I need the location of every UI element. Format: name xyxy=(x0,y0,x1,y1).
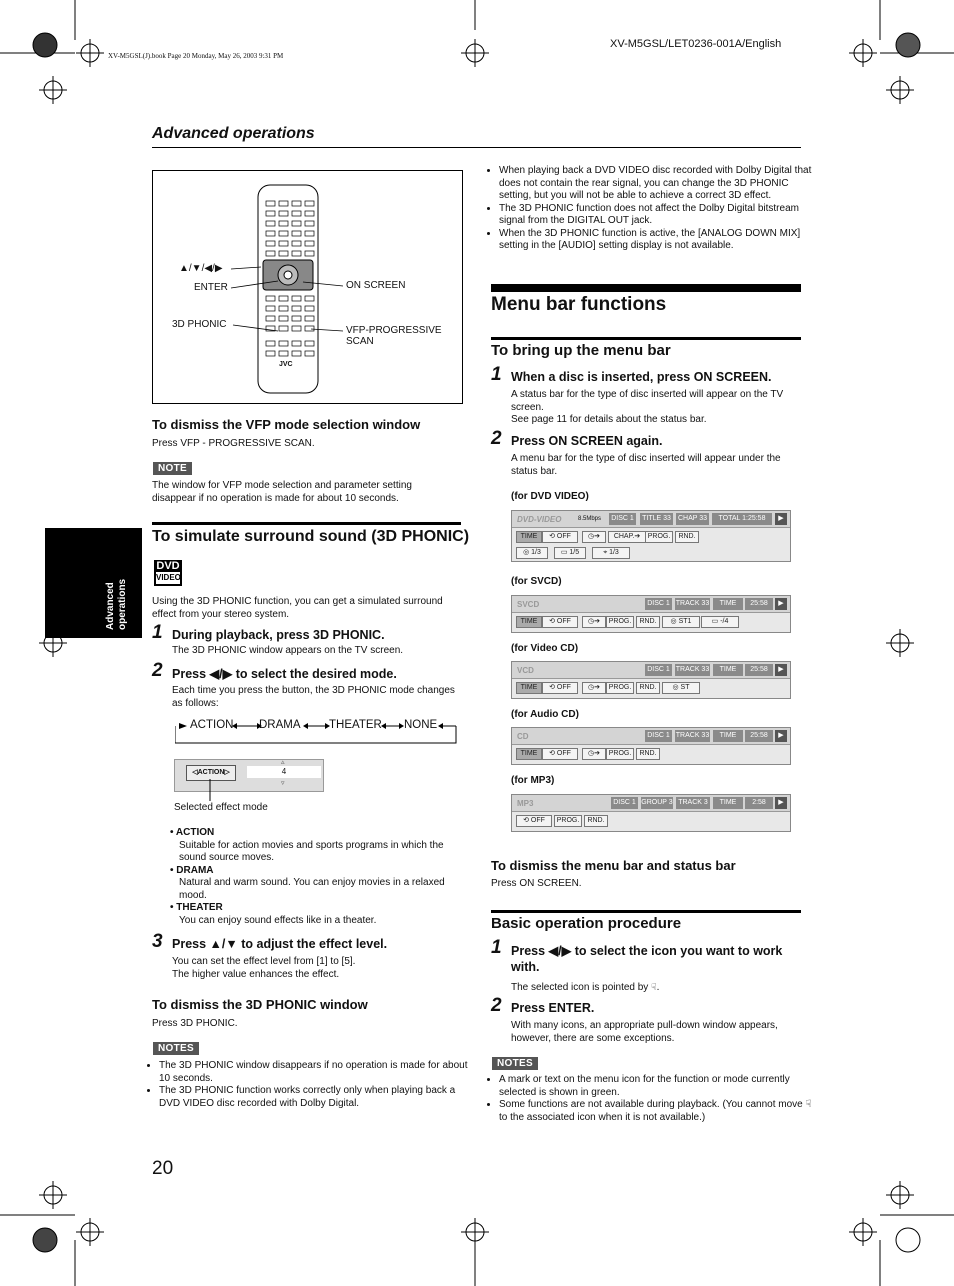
pointer-hand-icon: ☟ xyxy=(651,982,657,992)
status-track: TRACK 33 xyxy=(675,598,710,610)
status-time-value: 2:58 xyxy=(745,797,773,809)
phonic-mode-button: ◁ACTION▷ xyxy=(186,765,236,781)
menu-repeat[interactable]: ⟲ OFF xyxy=(542,682,578,694)
phonic-level-value: 4 xyxy=(247,766,321,778)
r-step-1-desc-1: A status bar for the type of disc inserted will appear on the TV screen. xyxy=(511,389,784,413)
menu-bar-title: Menu bar functions xyxy=(491,294,667,315)
status-time-label: TIME xyxy=(713,598,743,610)
r-step-1-text: When a disc is inserted, press ON SCREEN. xyxy=(511,370,772,384)
menu-subtitle[interactable]: ▭ 1/5 xyxy=(554,547,586,559)
status-time-label: TIME xyxy=(713,797,743,809)
mode-drama: • DRAMA Natural and warm sound. You can enjoy movies in a relaxed mood. xyxy=(170,864,445,901)
menu-time[interactable]: TIME xyxy=(516,616,542,628)
cycle-mode-action: ACTION xyxy=(190,719,234,731)
disc-logo: CD xyxy=(517,732,529,741)
cycle-mode-drama: DRAMA xyxy=(259,719,301,731)
dismiss-menu-title: To dismiss the menu bar and status bar xyxy=(491,858,736,873)
on-screen-label: ON SCREEN xyxy=(346,280,406,291)
notes-badge-left: NOTES xyxy=(153,1042,199,1055)
menu-time-search[interactable]: ◷➔ xyxy=(582,616,606,628)
surround-intro: Using the 3D PHONIC function, you can get a simulated surround effect from your stereo system. xyxy=(152,596,443,620)
menu-time[interactable]: TIME xyxy=(516,682,542,694)
r-step-2-number: 2 xyxy=(491,428,502,449)
menu-repeat[interactable]: ⟲ OFF xyxy=(516,815,552,827)
menu-program[interactable]: PROG. xyxy=(606,616,634,628)
disc-logo: MP3 xyxy=(517,799,534,808)
menu-time-search[interactable]: ◷➔ xyxy=(582,748,606,760)
dismiss-menu-text: Press ON SCREEN. xyxy=(491,878,582,889)
menu-time-search[interactable]: ◷➔ xyxy=(582,682,606,694)
b-step-1-number: 1 xyxy=(491,937,502,958)
status-disc: DISC 1 xyxy=(609,513,636,525)
note-badge: NOTE xyxy=(153,462,192,475)
menu-repeat[interactable]: ⟲ OFF xyxy=(542,616,578,628)
status-track: TRACK 33 xyxy=(675,730,710,742)
model-number: XV-M5GSL/LET0236-001A/English xyxy=(610,38,782,50)
status-total: TOTAL 1:25:58 xyxy=(712,513,772,525)
basic-title-bar xyxy=(491,910,801,913)
surround-title-bar xyxy=(152,522,461,525)
vcd-menu-bar xyxy=(511,661,791,699)
file-info: XV-M5GSL(J).book Page 20 Monday, May 26, 2003 9:31 PM xyxy=(108,52,284,60)
phonic-mode-value: ACTION xyxy=(197,769,225,776)
bitrate: 8.5Mbps xyxy=(578,516,602,522)
b-step-1-desc: The selected icon is pointed by ☟. xyxy=(511,982,660,993)
svg-text:Advanced: Advanced xyxy=(105,582,116,630)
svg-text:operations: operations xyxy=(117,578,128,630)
selected-effect-caption: Selected effect mode xyxy=(174,802,268,813)
status-disc: DISC 1 xyxy=(611,797,638,809)
pointer-hand-icon: ☟ xyxy=(805,1099,812,1110)
r-step-2-desc: A menu bar for the type of disc inserted will appear under the status bar. xyxy=(511,453,781,477)
disc-logo: SVCD xyxy=(517,600,540,609)
remote-figure xyxy=(152,170,463,404)
mode-cycle-diagram xyxy=(175,718,457,744)
note-item: • A mark or text on the menu icon for the function or mode currently selected is shown in green. xyxy=(499,1074,815,1099)
note-item: • Some functions are not available during playback. (You cannot move ☟ to the associated icon when it is not available.) xyxy=(499,1099,815,1124)
step-1-text: During playback, press 3D PHONIC. xyxy=(172,628,385,642)
mode-action: • ACTION Suitable for action movies and sports programs in which the sound source moves. xyxy=(170,827,444,863)
section-title: Advanced operations xyxy=(152,125,315,142)
status-time-label: TIME xyxy=(713,664,743,676)
status-time-value: 25:58 xyxy=(745,598,773,610)
menu-repeat[interactable]: ⟲ OFF xyxy=(542,748,578,760)
svcd-menu-bar xyxy=(511,595,791,633)
b-step-2-text: Press ENTER. xyxy=(511,1001,595,1015)
dvd-video-badge xyxy=(154,560,182,586)
caption-leader-line xyxy=(205,779,215,803)
vfp-dismiss-text: Press VFP - PROGRESSIVE SCAN. xyxy=(152,438,315,449)
screen-label-mp3: (for MP3) xyxy=(511,775,555,786)
menu-subtitle[interactable]: ▭ -/4 xyxy=(701,616,739,628)
modes-list xyxy=(170,827,462,927)
status-disc: DISC 1 xyxy=(645,730,672,742)
menu-bar-title-bar xyxy=(491,284,801,292)
cycle-mode-none: NONE xyxy=(404,719,438,731)
menu-program[interactable]: PROG. xyxy=(606,748,634,760)
top-bullets xyxy=(485,165,815,253)
b-step-2-number: 2 xyxy=(491,995,502,1016)
menu-angle[interactable]: ⌖ 1/3 xyxy=(592,547,630,559)
bullet-item: • The 3D PHONIC function does not affect the Dolby Digital bitstream signal from the DIGITAL OUT jack. xyxy=(499,203,815,228)
menu-time[interactable]: TIME xyxy=(516,531,542,543)
bring-up-title-bar xyxy=(491,337,801,340)
notes-list-left xyxy=(145,1060,475,1110)
phonic-window xyxy=(174,759,324,792)
enter-label: ENTER xyxy=(194,282,228,293)
step-1-desc: The 3D PHONIC window appears on the TV screen. xyxy=(172,645,404,656)
r-step-1-number: 1 xyxy=(491,364,502,385)
vfp-label-1: VFP-PROGRESSIVE xyxy=(346,325,442,336)
side-tab-label xyxy=(45,528,142,638)
note-item: • The 3D PHONIC function works correctly only when playing back a DVD VIDEO disc recorded with Dolby Digital. xyxy=(159,1085,475,1110)
menu-audio[interactable]: ◎ ST1 xyxy=(662,616,700,628)
dvd-badge-top: DVD xyxy=(156,560,180,572)
page-number: 20 xyxy=(152,1158,174,1179)
menu-time[interactable]: TIME xyxy=(516,748,542,760)
bullet-item: • When playing back a DVD VIDEO disc recorded with Dolby Digital that does not contain the rear signal, you can change the 3D PHONIC setting, but you will not be able to achieve a correct 3D effect. xyxy=(499,165,815,203)
status-track: TRACK 3 xyxy=(676,797,710,809)
status-disc: DISC 1 xyxy=(645,598,672,610)
status-disc: DISC 1 xyxy=(645,664,672,676)
bullet-item: • When the 3D PHONIC function is active, the [ANALOG DOWN MIX] setting in the [AUDIO] setting display is not available. xyxy=(499,228,815,253)
3d-phonic-label: 3D PHONIC xyxy=(172,319,227,330)
status-time-label: TIME xyxy=(713,730,743,742)
status-track: TRACK 33 xyxy=(675,664,710,676)
menu-chapter-search[interactable]: CHAP.➔ xyxy=(608,531,646,543)
dvd-video-menu-bar xyxy=(511,510,791,562)
next-arrow-icon[interactable]: ▶ xyxy=(775,730,787,742)
vfp-label-2: SCAN xyxy=(346,336,374,347)
surround-title: To simulate surround sound (3D PHONIC) xyxy=(152,528,470,545)
next-arrow-icon[interactable]: ▶ xyxy=(775,598,787,610)
level-down-icon: ▿ xyxy=(281,780,285,787)
arrows-label: ▲/▼/◀/▶ xyxy=(179,263,223,274)
note-text: The window for VFP mode selection and parameter setting disappear if no operation is made for about 10 seconds. xyxy=(152,480,412,504)
screen-label-svcd: (for SVCD) xyxy=(511,576,562,587)
dvd-badge-bottom: VIDEO xyxy=(156,573,181,582)
menu-program[interactable]: PROG. xyxy=(554,815,582,827)
cycle-mode-theater: THEATER xyxy=(329,719,382,731)
screen-label-vcd: (for Video CD) xyxy=(511,643,579,654)
menu-audio[interactable]: ◎ 1/3 xyxy=(516,547,548,559)
step-3-text: Press ▲/▼ to adjust the effect level. xyxy=(172,937,388,951)
mp3-menu-bar xyxy=(511,794,791,832)
phonic-dismiss-text: Press 3D PHONIC. xyxy=(152,1018,238,1029)
brand-logo: JVC xyxy=(279,361,293,368)
level-up-icon: ▵ xyxy=(281,759,285,766)
status-time-value: 25:58 xyxy=(745,730,773,742)
note-item: • The 3D PHONIC window disappears if no operation is made for about 10 seconds. xyxy=(159,1060,475,1085)
r-step-2-text: Press ON SCREEN again. xyxy=(511,434,663,448)
notes-list-right xyxy=(485,1074,815,1124)
cd-menu-bar xyxy=(511,727,791,765)
menu-random[interactable]: RND. xyxy=(636,616,660,628)
next-arrow-icon[interactable]: ▶ xyxy=(775,797,787,809)
screen-label-cd: (for Audio CD) xyxy=(511,709,579,720)
status-group: GROUP 3 xyxy=(641,797,673,809)
menu-random[interactable]: RND. xyxy=(636,682,660,694)
step-3-desc-1: You can set the effect level from [1] to [5]. xyxy=(172,956,356,967)
notes-badge-right: NOTES xyxy=(492,1057,538,1070)
menu-audio[interactable]: ◎ ST xyxy=(662,682,700,694)
step-3-desc-2: The higher value enhances the effect. xyxy=(172,969,340,980)
menu-repeat[interactable]: ⟲ OFF xyxy=(542,531,578,543)
step-2-text: Press ◀/▶ to select the desired mode. xyxy=(172,667,397,681)
side-tab xyxy=(45,528,142,638)
step-1-number: 1 xyxy=(152,622,163,643)
status-time-value: 25:58 xyxy=(745,664,773,676)
phonic-dismiss-title: To dismiss the 3D PHONIC window xyxy=(152,997,368,1012)
menu-random[interactable]: RND. xyxy=(636,748,660,760)
b-step-2-desc: With many icons, an appropriate pull-down window appears, however, there are some exceptions. xyxy=(511,1020,778,1044)
r-step-1-desc-2: See page 11 for details about the status bar. xyxy=(511,414,707,425)
mode-theater: • THEATER You can enjoy sound effects like in a theater. xyxy=(170,902,377,926)
step-2-number: 2 xyxy=(152,660,163,681)
vfp-dismiss-title: To dismiss the VFP mode selection window xyxy=(152,417,421,432)
header-rule xyxy=(152,147,801,148)
disc-logo: DVD-VIDEO xyxy=(517,515,562,524)
status-chapter: CHAP 33 xyxy=(676,513,709,525)
bring-up-title: To bring up the menu bar xyxy=(491,342,671,359)
step-3-number: 3 xyxy=(152,931,163,952)
disc-logo: VCD xyxy=(517,666,534,675)
menu-program[interactable]: PROG. xyxy=(606,682,634,694)
step-2-desc: Each time you press the button, the 3D PHONIC mode changes as follows: xyxy=(172,685,455,709)
b-step-1-text: Press ◀/▶ to select the icon you want to work with. xyxy=(511,944,783,974)
screen-label-dvd: (for DVD VIDEO) xyxy=(511,491,589,502)
menu-random[interactable]: RND. xyxy=(584,815,608,827)
menu-program[interactable]: PROG. xyxy=(645,531,673,543)
menu-random[interactable]: RND. xyxy=(675,531,699,543)
next-arrow-icon[interactable]: ▶ xyxy=(775,513,787,525)
menu-time-search[interactable]: ◷➔ xyxy=(582,531,606,543)
basic-title: Basic operation procedure xyxy=(491,915,682,932)
next-arrow-icon[interactable]: ▶ xyxy=(775,664,787,676)
status-title: TITLE 33 xyxy=(640,513,673,525)
